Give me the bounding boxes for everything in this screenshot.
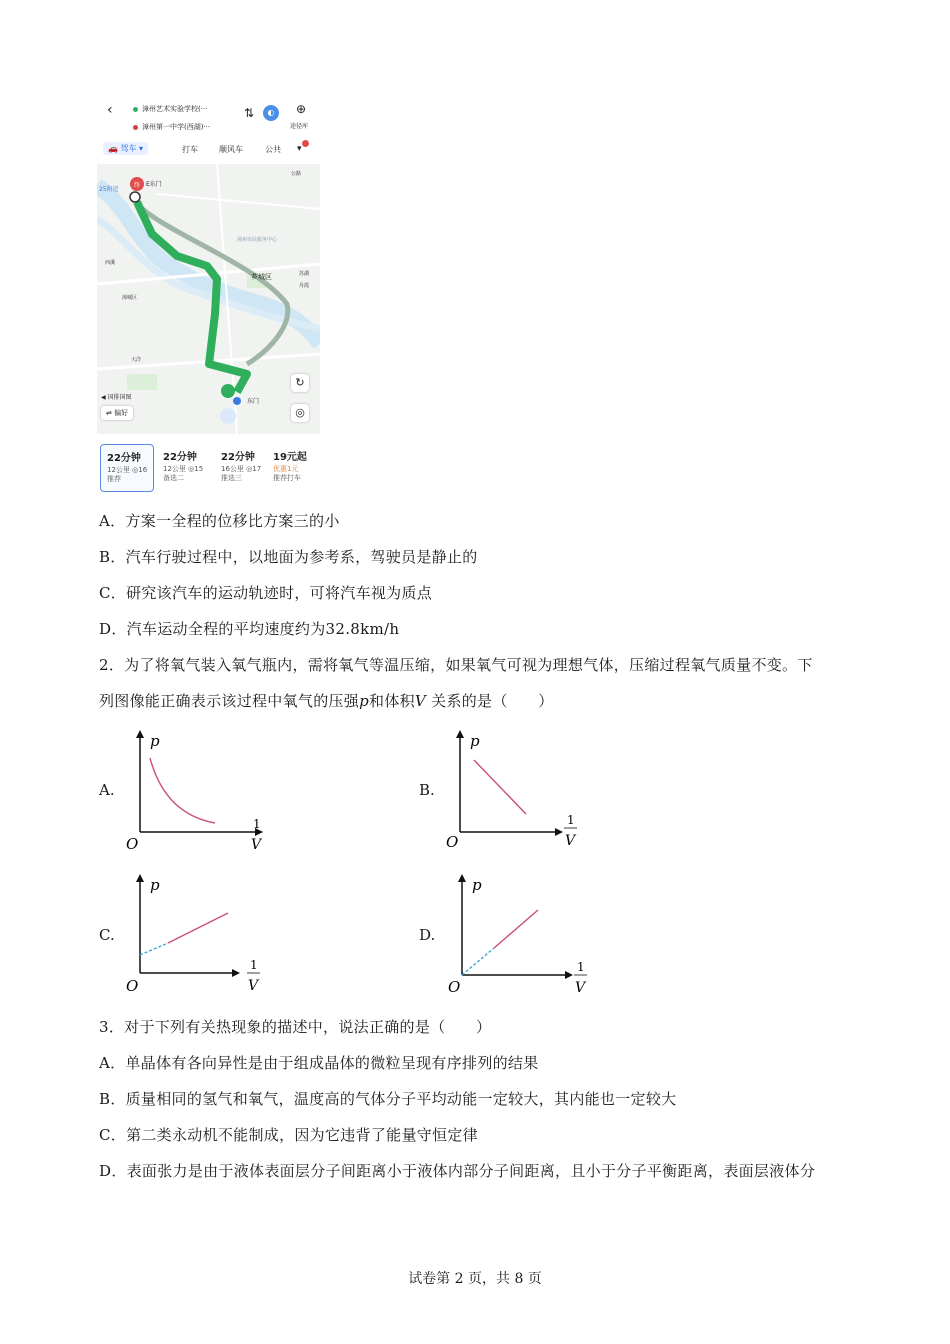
map-label-west: 西溪 bbox=[105, 260, 116, 266]
swap-arrows-icon[interactable]: ⇅ bbox=[244, 106, 255, 120]
origin-label: O bbox=[126, 977, 139, 995]
origin-label: O bbox=[126, 835, 139, 853]
graph-d bbox=[440, 870, 600, 1000]
isotherm-curve bbox=[150, 758, 215, 823]
map-view[interactable] bbox=[97, 164, 320, 434]
axis-y-label: p bbox=[150, 732, 160, 750]
park-area bbox=[127, 374, 157, 390]
axis-y-label: p bbox=[472, 876, 482, 894]
q2-stem-line-1: 2．为了将氧气装入氧气瓶内，需将氧气等温压缩，如果氧气可视为理想气体，压缩过程氧气质量不变。下 bbox=[99, 656, 813, 674]
axis-x-denominator: V bbox=[575, 980, 586, 996]
location-marker bbox=[220, 408, 236, 424]
map-label-south: 大洋 bbox=[131, 357, 142, 363]
graph-label-d: D. bbox=[419, 926, 436, 944]
q3-option-a: A．单晶体有各向异性是由于组成晶体的微粒呈现有序排列的结果 bbox=[99, 1054, 539, 1072]
route-header bbox=[97, 96, 320, 138]
tab-carpool[interactable]: 顺风车 bbox=[219, 145, 243, 154]
map-label-exit: 25附近 bbox=[99, 186, 119, 193]
graph-label-b: B. bbox=[419, 781, 435, 799]
locate-icon[interactable]: ◎ bbox=[291, 404, 309, 422]
destination-dot-icon bbox=[133, 125, 138, 130]
current-location-icon bbox=[233, 397, 241, 405]
origin-label: O bbox=[446, 833, 459, 851]
q1-option-c: C．研究该汽车的运动轨迹时，可将汽车视为质点 bbox=[99, 584, 433, 602]
plan-card[interactable]: 22分钟 12公里 ◎16 推荐 bbox=[100, 444, 154, 492]
map-label-road-right: 丹霞 bbox=[299, 283, 310, 289]
map-label-east-gate-top: E东门 bbox=[146, 181, 162, 188]
dashed-extension bbox=[140, 943, 168, 955]
q3-option-c: C．第二类永动机不能制成，因为它违背了能量守恒定律 bbox=[99, 1126, 478, 1144]
destination-row[interactable]: 漳州第一中学(西湖)··· bbox=[133, 122, 210, 132]
straight-line-with-intercept bbox=[168, 913, 228, 943]
preference-button[interactable]: ⇌ 偏好 bbox=[101, 406, 133, 420]
q2-stem-line-2: 列图像能正确表示该过程中氧气的压强p和体积V 关系的是（ ） bbox=[99, 692, 554, 710]
end-marker bbox=[221, 384, 235, 398]
origin-dot-icon bbox=[133, 107, 138, 112]
nav-hint: ◀ 国排国图 bbox=[101, 394, 132, 401]
map-label-place-1: 漳州市民服务中心 bbox=[237, 237, 278, 243]
map-label-place-3: 漳城区 bbox=[122, 295, 138, 301]
plan-card[interactable]: 22分钟 12公里 ◎15 备选二 bbox=[163, 452, 204, 482]
axis-x-numerator: 1 bbox=[577, 960, 585, 974]
graph-b bbox=[440, 726, 600, 856]
map-label-place-2: 苏湖 bbox=[299, 271, 310, 277]
dashed-extension bbox=[462, 948, 494, 975]
straight-line-decreasing bbox=[474, 760, 526, 814]
axis-x-numerator: 1 bbox=[250, 958, 258, 972]
axis-x-denominator: V bbox=[251, 837, 262, 853]
q3-option-b: B．质量相同的氢气和氧气，温度高的气体分子平均动能一定较大，其内能也一定较大 bbox=[99, 1090, 677, 1108]
more-icon[interactable]: ▾ bbox=[297, 144, 302, 154]
q3-option-d: D．表面张力是由于液体表面层分子间距离小于液体内部分子间距离，且小于分子平衡距离，表面层液体分 bbox=[99, 1162, 816, 1180]
start-badge: 终 bbox=[134, 182, 141, 189]
notification-badge bbox=[302, 140, 309, 147]
plan-card[interactable]: 22分钟 16公里 ◎17 推选三 bbox=[221, 452, 262, 482]
straight-line-through-origin bbox=[494, 910, 538, 948]
axis-y-label: p bbox=[150, 876, 160, 894]
q3-stem: 3．对于下列有关热现象的描述中，说法正确的是（ ） bbox=[99, 1018, 492, 1036]
tab-public[interactable]: 公共 bbox=[265, 145, 281, 154]
axis-x-denominator: V bbox=[565, 833, 576, 849]
map-label-district: 芗城区 bbox=[251, 273, 272, 281]
origin-label: O bbox=[448, 978, 461, 996]
q1-option-a: A．方案一全程的位移比方案三的小 bbox=[99, 512, 340, 530]
q1-option-d: D．汽车运动全程的平均速度约为32.8km/h bbox=[99, 620, 400, 638]
graph-label-c: C. bbox=[99, 926, 115, 944]
navigation-app-screenshot bbox=[97, 96, 320, 492]
axis-x-denominator: V bbox=[248, 978, 259, 994]
tab-drive[interactable]: 🚗 驾车 ▾ bbox=[103, 142, 148, 155]
route-plans bbox=[97, 444, 320, 492]
add-waypoint-icon[interactable]: ⊕ bbox=[296, 102, 307, 116]
q1-option-b: B．汽车行驶过程中，以地面为参考系，驾驶员是静止的 bbox=[99, 548, 478, 566]
map-label-road-top-right: 公路 bbox=[291, 171, 302, 177]
graph-c bbox=[120, 870, 280, 1000]
graph-label-a: A. bbox=[99, 781, 115, 799]
tab-taxi[interactable]: 打车 bbox=[182, 145, 198, 154]
voice-assistant-icon[interactable]: ◐ bbox=[263, 105, 279, 121]
transport-tabs bbox=[97, 140, 320, 160]
refresh-icon[interactable]: ↻ bbox=[291, 374, 309, 392]
axis-x-numerator: 1 bbox=[567, 813, 575, 827]
road bbox=[157, 194, 320, 209]
graph-a bbox=[120, 726, 280, 856]
origin-row[interactable]: 漳州艺术实验学校(··· bbox=[133, 104, 207, 114]
axis-y-label: p bbox=[470, 732, 480, 750]
axis-x-numerator: 1 bbox=[253, 817, 261, 831]
start-point-icon bbox=[130, 192, 140, 202]
map-label-east-gate-bottom: 东门 bbox=[247, 398, 260, 405]
page-footer: 试卷第 2 页，共 8 页 bbox=[408, 1271, 542, 1287]
plan-card[interactable]: 19元起 优惠1元 推荐打车 bbox=[273, 452, 307, 482]
route-library-label[interactable]: 途径库 bbox=[290, 123, 309, 130]
back-arrow-icon[interactable]: ‹ bbox=[107, 102, 113, 118]
